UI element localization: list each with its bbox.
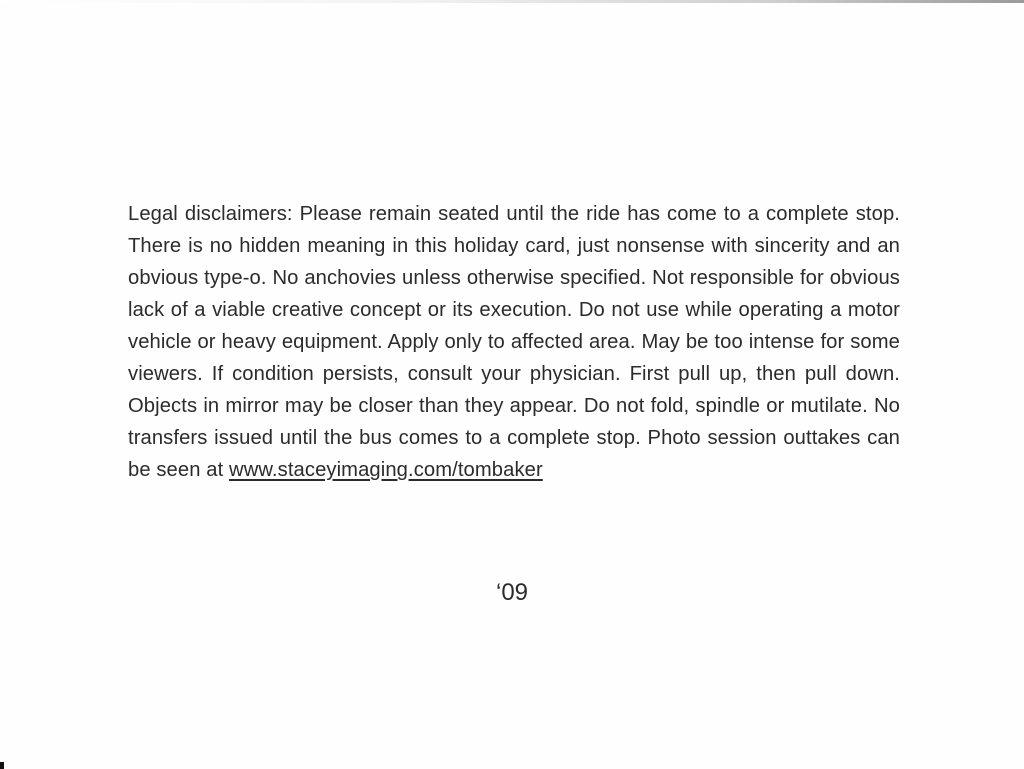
year-label: ‘09 — [495, 579, 529, 606]
photo-outtakes-link[interactable]: www.staceyimaging.com/tombaker — [229, 459, 543, 481]
scan-corner-mark — [0, 762, 4, 769]
scan-edge — [0, 0, 1024, 3]
disclaimer-text: Legal disclaimers: Please remain seated until the ride has come to a complete stop. There is no hidden meaning in this holiday card, just nonsense with sincerity and an obvious type-o. No anchovies unless otherwise specified. Not responsible for obvious lack of a viable creative concept or its execution. Do not use while operating a motor vehicle or heavy equipment. Apply only to affected area. May be too intense for some viewers. If condition persists, consult your physician. First pull up, then pull down. Objects in mirror may be closer than they appear. Do not fold, spindle or mutilate. No transfers issued until the bus comes to a complete stop. Photo session outtakes can be seen at — [128, 203, 900, 481]
legal-disclaimer-paragraph — [128, 198, 900, 486]
